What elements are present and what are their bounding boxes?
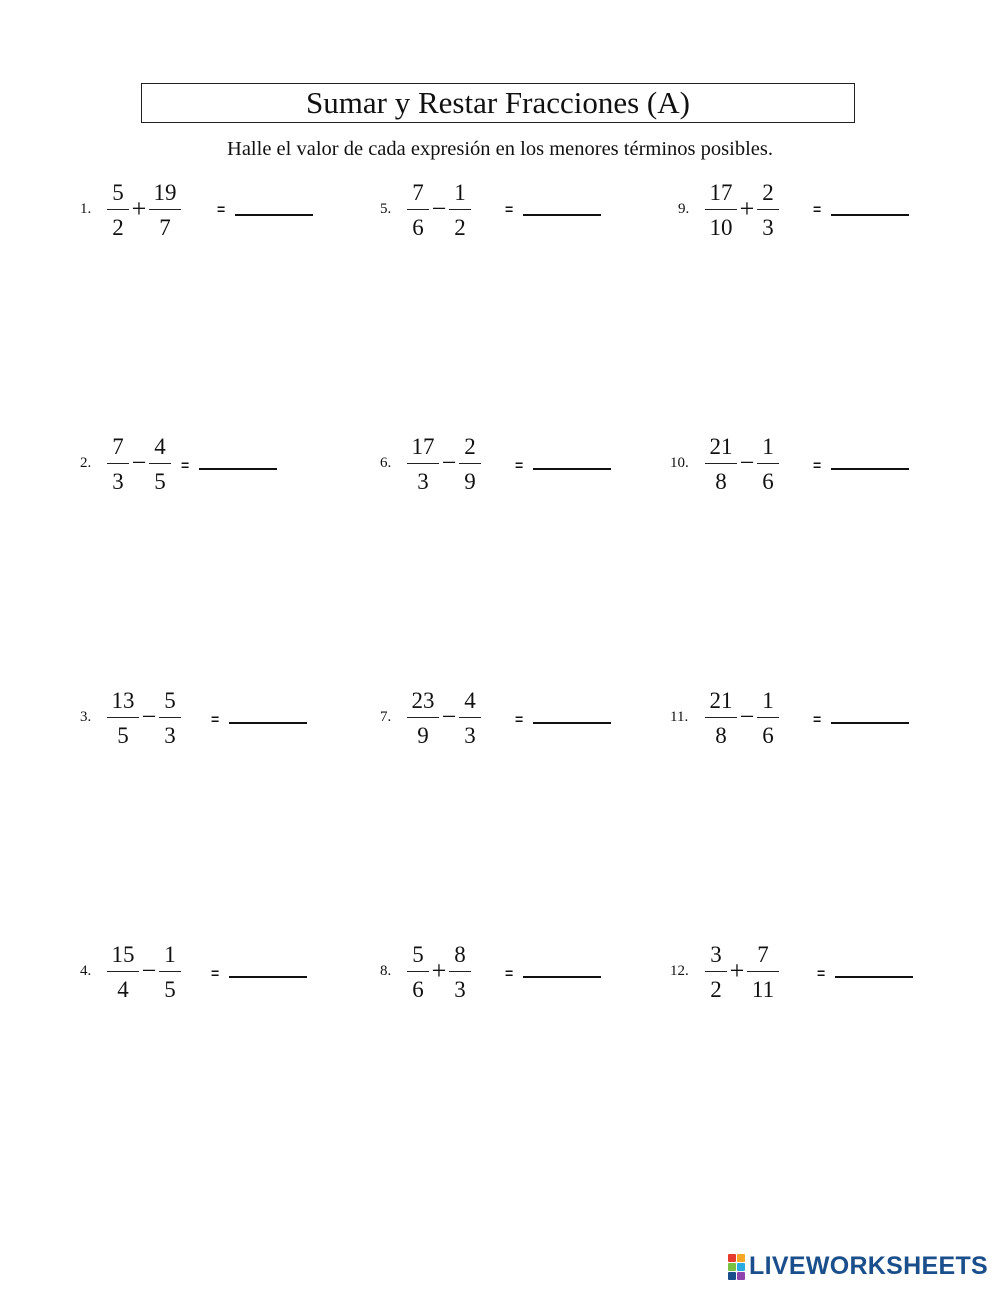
denominator: 3 <box>112 469 124 495</box>
first-fraction <box>407 432 439 495</box>
denominator: 5 <box>117 723 129 749</box>
denominator: 9 <box>464 469 476 495</box>
answer-blank[interactable] <box>533 722 611 724</box>
second-fraction <box>449 940 471 1003</box>
operator: − <box>141 956 157 985</box>
first-fraction <box>107 432 129 495</box>
logo-square <box>728 1254 736 1262</box>
numerator: 4 <box>464 688 476 713</box>
problem-number: 2. <box>80 455 92 471</box>
logo-square <box>737 1272 745 1280</box>
numerator: 5 <box>112 180 124 205</box>
equals-sign: = <box>211 711 220 727</box>
denominator: 6 <box>412 977 424 1003</box>
first-fraction <box>107 178 129 241</box>
problem-number: 7. <box>380 709 392 725</box>
problem-number: 9. <box>678 201 690 217</box>
answer-blank[interactable] <box>831 722 909 724</box>
second-fraction <box>149 178 181 241</box>
equals-sign: = <box>813 201 822 217</box>
denominator: 2 <box>454 215 466 241</box>
problem-number: 3. <box>80 709 92 725</box>
answer-blank[interactable] <box>523 976 601 978</box>
equals-sign: = <box>505 965 514 981</box>
equals-sign: = <box>817 965 826 981</box>
equals-sign: = <box>181 457 190 473</box>
numerator: 1 <box>164 942 176 967</box>
operator: − <box>441 448 457 477</box>
numerator: 5 <box>412 942 424 967</box>
equals-sign: = <box>813 711 822 727</box>
operator: − <box>131 448 147 477</box>
instructions: Halle el valor de cada expresión en los menores términos posibles. <box>227 138 773 160</box>
answer-blank[interactable] <box>229 976 307 978</box>
denominator: 6 <box>762 469 774 495</box>
second-fraction <box>449 178 471 241</box>
denominator: 3 <box>164 723 176 749</box>
numerator: 2 <box>464 434 476 459</box>
answer-blank[interactable] <box>523 214 601 216</box>
first-fraction <box>705 686 737 749</box>
denominator: 7 <box>159 215 171 241</box>
denominator: 5 <box>164 977 176 1003</box>
operator: + <box>739 194 755 223</box>
numerator: 7 <box>412 180 424 205</box>
problem-number: 10. <box>670 455 689 471</box>
denominator: 2 <box>112 215 124 241</box>
second-fraction <box>757 178 779 241</box>
numerator: 5 <box>164 688 176 713</box>
logo-square <box>737 1263 745 1271</box>
numerator: 1 <box>762 434 774 459</box>
operator: − <box>739 448 755 477</box>
numerator: 23 <box>411 688 435 713</box>
problem-number: 8. <box>380 963 392 979</box>
equals-sign: = <box>217 201 226 217</box>
equals-sign: = <box>515 457 524 473</box>
numerator: 21 <box>709 688 733 713</box>
second-fraction <box>747 940 779 1003</box>
answer-blank[interactable] <box>835 976 913 978</box>
numerator: 8 <box>454 942 466 967</box>
numerator: 1 <box>762 688 774 713</box>
denominator: 8 <box>715 469 727 495</box>
denominator: 11 <box>751 977 775 1003</box>
denominator: 10 <box>709 215 733 241</box>
operator: + <box>131 194 147 223</box>
answer-blank[interactable] <box>831 468 909 470</box>
liveworksheets-logo <box>728 1252 988 1281</box>
first-fraction <box>705 178 737 241</box>
numerator: 2 <box>762 180 774 205</box>
denominator: 6 <box>762 723 774 749</box>
answer-blank[interactable] <box>533 468 611 470</box>
logo-square <box>728 1272 736 1280</box>
second-fraction <box>149 432 171 495</box>
first-fraction <box>407 686 439 749</box>
answer-blank[interactable] <box>199 468 277 470</box>
numerator: 3 <box>710 942 722 967</box>
equals-sign: = <box>211 965 220 981</box>
denominator: 5 <box>154 469 166 495</box>
second-fraction <box>159 940 181 1003</box>
denominator: 3 <box>417 469 429 495</box>
denominator: 8 <box>715 723 727 749</box>
worksheet-title: Sumar y Restar Fracciones (A) <box>141 83 855 123</box>
numerator: 21 <box>709 434 733 459</box>
denominator: 4 <box>117 977 129 1003</box>
denominator: 3 <box>454 977 466 1003</box>
numerator: 1 <box>454 180 466 205</box>
operator: − <box>431 194 447 223</box>
operator: + <box>729 956 745 985</box>
numerator: 19 <box>153 180 177 205</box>
first-fraction <box>705 432 737 495</box>
operator: − <box>441 702 457 731</box>
numerator: 17 <box>709 180 733 205</box>
second-fraction <box>459 686 481 749</box>
logo-square <box>737 1254 745 1262</box>
logo-square <box>728 1263 736 1271</box>
second-fraction <box>459 432 481 495</box>
equals-sign: = <box>515 711 524 727</box>
equals-sign: = <box>813 457 822 473</box>
operator: + <box>431 956 447 985</box>
numerator: 13 <box>111 688 135 713</box>
numerator: 17 <box>411 434 435 459</box>
problem-number: 1. <box>80 201 92 217</box>
denominator: 2 <box>710 977 722 1003</box>
first-fraction <box>705 940 727 1003</box>
problem-number: 5. <box>380 201 392 217</box>
denominator: 6 <box>412 215 424 241</box>
numerator: 15 <box>111 942 135 967</box>
second-fraction <box>757 686 779 749</box>
answer-blank[interactable] <box>235 214 313 216</box>
answer-blank[interactable] <box>831 214 909 216</box>
first-fraction <box>107 940 139 1003</box>
problem-number: 11. <box>670 709 689 725</box>
operator: − <box>739 702 755 731</box>
problem-number: 12. <box>670 963 689 979</box>
equals-sign: = <box>505 201 514 217</box>
problem-number: 4. <box>80 963 92 979</box>
logo-icon <box>728 1254 745 1280</box>
numerator: 7 <box>112 434 124 459</box>
second-fraction <box>159 686 181 749</box>
first-fraction <box>407 178 429 241</box>
first-fraction <box>107 686 139 749</box>
first-fraction <box>407 940 429 1003</box>
denominator: 3 <box>762 215 774 241</box>
answer-blank[interactable] <box>229 722 307 724</box>
second-fraction <box>757 432 779 495</box>
brand-name: LIVEWORKSHEETS <box>749 1252 988 1280</box>
numerator: 4 <box>154 434 166 459</box>
numerator: 7 <box>757 942 769 967</box>
denominator: 9 <box>417 723 429 749</box>
problem-number: 6. <box>380 455 392 471</box>
denominator: 3 <box>464 723 476 749</box>
operator: − <box>141 702 157 731</box>
